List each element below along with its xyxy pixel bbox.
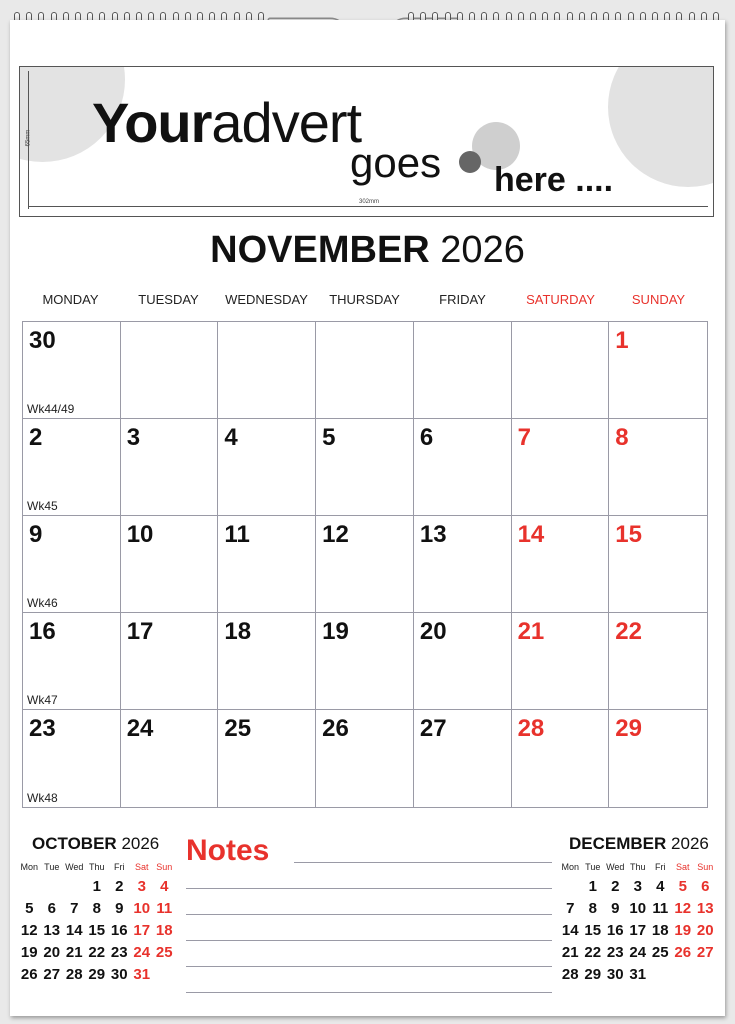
mini-month-name: OCTOBER [32,834,117,853]
day-number: 10 [126,521,154,548]
day-cell[interactable] [414,613,512,710]
mini-calendar-october [18,834,176,986]
mini-day-number: 7 [70,900,79,917]
mini-day-number: 3 [137,878,146,895]
mini-day-number: 6 [47,900,56,917]
day-cell[interactable] [23,516,121,613]
mini-day-number: 9 [115,900,124,917]
mini-day-number: 8 [588,900,597,917]
mini-day-number: 4 [656,878,665,895]
day-number: 21 [517,618,545,645]
mini-day-number: 15 [88,922,106,939]
day-number: 9 [29,521,43,548]
mini-weekday-row [559,862,717,872]
day-number: 11 [224,521,250,548]
day-number: 1 [615,327,629,354]
advert-word-here: here .... [494,161,614,199]
mini-day-number: 18 [651,922,669,939]
mini-weekday-label: Wed [606,862,625,872]
day-cell[interactable] [316,710,414,807]
mini-day-number: 16 [606,922,624,939]
mini-day-number: 2 [115,878,124,895]
day-cell[interactable] [23,710,121,807]
mini-day-number [694,964,717,986]
mini-weekday-label: Sun [156,862,173,872]
mini-day-number: 12 [674,900,692,917]
mini-day-number: 20 [43,944,61,961]
day-cell[interactable] [512,322,610,419]
mini-day-number: 27 [696,944,714,961]
mini-day-number: 5 [678,878,687,895]
advert-word-advert: advert [211,91,362,154]
day-number: 19 [322,618,349,645]
month-name: NOVEMBER [210,229,430,271]
day-number: 15 [615,521,642,548]
day-cell[interactable] [512,516,610,613]
month-year: 2026 [440,229,525,271]
mini-month-year: 2026 [121,834,160,853]
mini-day-number: 15 [584,922,602,939]
mini-day-number: 22 [584,944,602,961]
day-cell[interactable] [414,322,512,419]
width-dimension-line [28,206,708,207]
mini-day-number: 24 [133,944,151,961]
mini-day-number: 12 [20,922,38,939]
mini-day-number: 3 [633,878,642,895]
day-cell[interactable] [23,322,121,419]
week-number-label: Wk48 [27,791,58,805]
advert-headline [92,93,361,153]
mini-day-number: 28 [561,966,579,983]
mini-day-number: 21 [65,944,83,961]
mini-weekday-label: Fri [655,862,666,872]
day-cell[interactable] [121,419,219,516]
advert-word-your: Your [92,91,212,154]
day-number: 6 [419,424,434,451]
week-number-label: Wk47 [27,693,58,707]
width-dimension-label: 302mm [356,199,382,205]
day-cell[interactable] [609,419,707,516]
mini-calendar-title [18,834,176,854]
day-cell[interactable] [23,419,121,516]
day-cell[interactable] [512,710,610,807]
day-number: 13 [419,521,447,548]
day-cell[interactable] [218,419,316,516]
mini-day-number: 16 [110,922,128,939]
mini-day-number: 10 [629,900,647,917]
day-number: 29 [615,715,642,742]
day-cell[interactable] [609,710,707,807]
mini-day-number: 11 [156,900,173,917]
notes-line [186,940,552,941]
mini-day-number: 20 [696,922,714,939]
mini-day-number: 30 [110,966,128,983]
mini-weekday-label: Thu [629,862,646,872]
mini-day-number: 21 [561,944,579,961]
day-cell[interactable] [414,419,512,516]
mini-day-number: 6 [701,878,710,895]
day-cell[interactable] [609,516,707,613]
mini-day-number: 14 [65,922,83,939]
weekday-label: SATURDAY [526,292,595,307]
mini-day-number: 26 [20,966,38,983]
mini-day-number: 17 [133,922,151,939]
day-cell[interactable] [121,710,219,807]
day-number: 2 [29,424,43,451]
decorative-dot [459,151,481,173]
mini-day-number: 23 [606,944,624,961]
day-cell[interactable] [218,710,316,807]
mini-day-number: 27 [43,966,61,983]
day-number: 22 [615,618,642,645]
day-number: 4 [224,424,238,451]
day-number: 28 [517,715,545,742]
notes-line [186,914,552,915]
day-cell[interactable] [121,613,219,710]
day-cell[interactable] [609,322,707,419]
mini-day-number: 30 [606,966,624,983]
mini-day-number: 1 [92,878,101,895]
mini-day-number: 7 [566,900,575,917]
month-title [0,228,735,272]
mini-day-number: 26 [674,944,692,961]
mini-calendar-december [559,834,717,986]
week-number-label: Wk44/49 [27,402,75,416]
day-number: 24 [126,715,154,742]
month-grid [22,321,708,808]
weekday-label: WEDNESDAY [225,292,308,307]
mini-day-number: 25 [155,944,173,961]
day-cell[interactable] [316,613,414,710]
mini-day-number: 28 [65,966,83,983]
day-number: 18 [224,618,252,645]
day-cell[interactable] [218,322,316,419]
mini-day-grid [559,876,717,986]
mini-day-number: 31 [629,966,647,983]
mini-day-number [672,964,695,986]
mini-weekday-label: Mon [20,862,38,872]
mini-day-number: 4 [160,878,169,895]
mini-weekday-label: Sat [675,862,690,872]
mini-weekday-label: Thu [88,862,105,872]
day-number: 7 [517,424,531,451]
mini-day-number: 8 [92,900,101,917]
mini-day-grid [18,876,176,986]
mini-weekday-label: Sun [697,862,714,872]
mini-day-number: 17 [629,922,647,939]
day-cell[interactable] [316,419,414,516]
week-number-label: Wk46 [27,596,58,610]
height-dimension-label: 65mm [25,129,32,147]
day-cell[interactable] [316,516,414,613]
day-cell[interactable] [414,710,512,807]
mini-calendar-title [559,834,717,854]
day-cell[interactable] [609,613,707,710]
day-number: 23 [29,715,56,742]
notes-line [186,888,552,889]
mini-weekday-row [18,862,176,872]
day-cell[interactable] [512,613,610,710]
day-number: 20 [419,618,447,645]
notes-line [294,862,552,863]
day-number: 30 [29,327,56,354]
advert-banner [19,66,714,217]
mini-weekday-label: Fri [114,862,125,872]
day-cell[interactable] [121,322,219,419]
mini-weekday-label: Wed [65,862,84,872]
day-cell[interactable] [218,613,316,710]
mini-weekday-label: Tue [44,862,60,872]
mini-day-number: 5 [25,900,34,917]
mini-day-number: 14 [561,922,579,939]
day-number: 17 [126,618,154,645]
mini-day-number: 13 [43,922,61,939]
mini-day-number: 25 [651,944,669,961]
mini-day-number [63,876,86,898]
mini-weekday-label: Tue [585,862,601,872]
day-number: 25 [224,715,252,742]
weekday-label: MONDAY [42,292,99,307]
mini-day-number: 19 [20,944,38,961]
day-number: 12 [322,521,349,548]
day-cell[interactable] [121,516,219,613]
day-cell[interactable] [414,516,512,613]
mini-day-number: 1 [588,878,597,895]
day-cell[interactable] [316,322,414,419]
day-number: 16 [29,618,56,645]
mini-weekday-label: Mon [561,862,579,872]
day-cell[interactable] [23,613,121,710]
mini-day-number: 23 [110,944,128,961]
decorative-circle [608,66,714,187]
mini-weekday-label: Sat [134,862,149,872]
mini-day-number: 31 [133,966,151,983]
day-number: 27 [419,715,447,742]
week-number-label: Wk45 [27,499,58,513]
mini-day-number: 22 [88,944,106,961]
notes-label: Notes [186,834,270,867]
mini-day-number: 11 [652,900,669,917]
mini-day-number [153,964,176,986]
weekday-label: THURSDAY [329,292,400,307]
mini-day-number: 18 [155,922,173,939]
mini-day-number: 13 [696,900,714,917]
day-number: 3 [126,424,141,451]
weekday-label: SUNDAY [631,292,686,307]
mini-day-number: 29 [88,966,106,983]
mini-day-number: 24 [629,944,647,961]
mini-day-number: 10 [133,900,151,917]
day-number: 26 [322,715,349,742]
day-number: 5 [322,424,336,451]
mini-month-name: DECEMBER [569,834,667,853]
mini-day-number [41,876,64,898]
mini-day-number [18,876,41,898]
day-number: 14 [517,521,545,548]
mini-day-number: 29 [584,966,602,983]
day-number: 8 [615,424,629,451]
mini-day-number: 9 [611,900,620,917]
weekday-label: FRIDAY [439,292,486,307]
mini-day-number [559,876,582,898]
notes-line [186,966,552,967]
mini-day-number [649,964,672,986]
mini-day-number: 2 [611,878,620,895]
advert-word-goes: goes [350,139,442,186]
weekday-label: TUESDAY [138,292,199,307]
day-cell[interactable] [218,516,316,613]
notes-line [186,992,552,993]
day-cell[interactable] [512,419,610,516]
mini-day-number: 19 [674,922,692,939]
mini-month-year: 2026 [671,834,709,853]
